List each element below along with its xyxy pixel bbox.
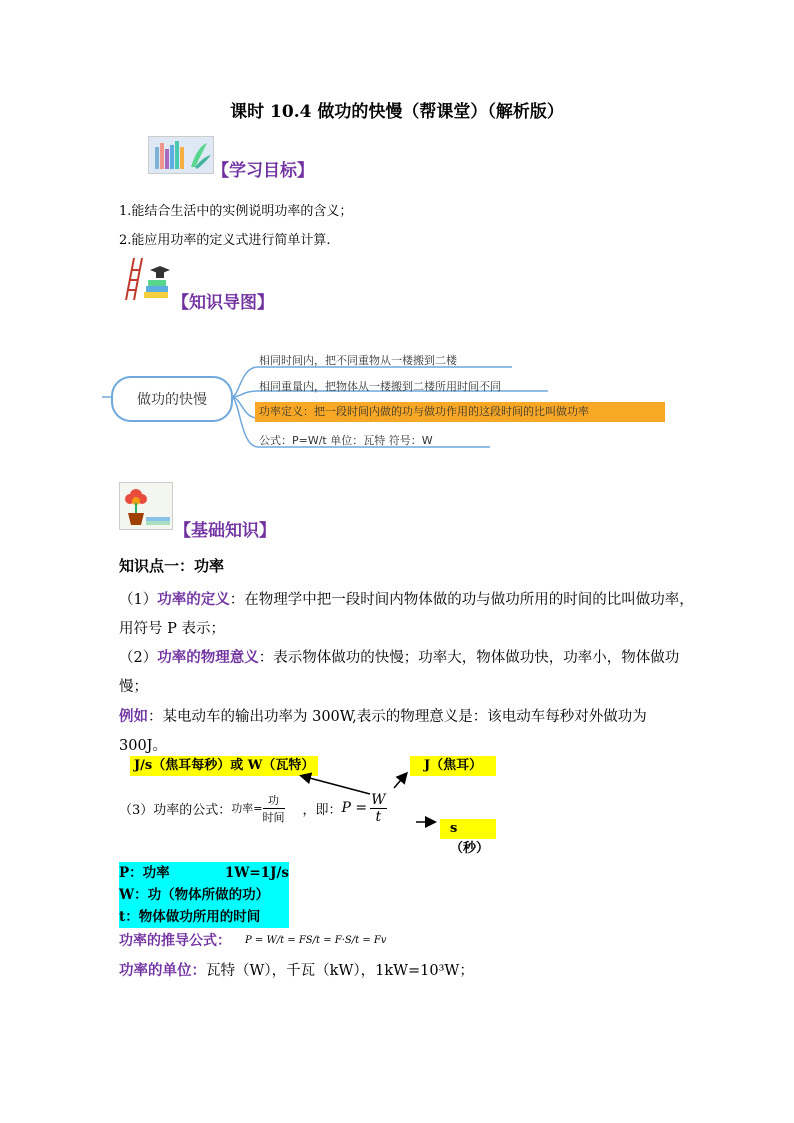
objective-item-1: 1.能结合生活中的实例说明功率的含义；	[119, 204, 353, 219]
example-text: ：某电动车的输出功率为 300W,表示的物理意义是：该电动车每秒对外做功为 300J。	[119, 709, 647, 754]
definition-prefix: （1）	[119, 592, 158, 608]
formula-prefix: （3）功率的公式：	[119, 802, 232, 818]
formula-word-lhs: 功率=	[231, 802, 263, 815]
unit-box-time: s（秒）	[440, 819, 496, 839]
formula-separator: ，即：	[302, 802, 342, 818]
mindmap-branch-2: 相同重量内，把物体从一楼搬到二楼所用时间不同	[259, 380, 501, 393]
legend-p: P：功率	[119, 865, 170, 881]
knowledge-point-title: 知识点一：功率	[119, 557, 225, 575]
flower-pot-icon	[119, 482, 173, 530]
definition-paragraph	[119, 585, 699, 644]
mindmap-center-node: 做功的快慢	[111, 376, 233, 422]
legend-t: t：物体做功所用的时间	[119, 909, 261, 925]
legend-p-unit: 1W=1J/s	[224, 865, 289, 881]
example-label: 例如	[119, 708, 148, 725]
page-title: 课时 10.4 做功的快慢（帮课堂）（解析版）	[230, 102, 564, 122]
derived-formula: P = W/t = FS/t = F·S/t = Fv	[245, 934, 387, 946]
derived-formula-row	[119, 930, 386, 950]
derived-label: 功率的推导公式：	[119, 933, 231, 949]
ladder-graduate-icon	[120, 256, 170, 300]
legend-w: W：功（物体所做的功）	[119, 887, 270, 903]
mindmap-branch-4: 公式：P=W/t 单位：瓦特 符号：W	[259, 434, 433, 447]
meaning-text: ：表示物体做功的快慢；功率大，物体做功快，功率小，物体做功慢；	[119, 650, 680, 695]
formula-word-fraction	[263, 792, 285, 825]
formula-word-denominator: 时间	[262, 810, 285, 824]
unit-paragraph	[119, 956, 699, 986]
definition-text: ：在物理学中把一段时间内物体做的功与做功所用的时间的比叫做功率，用符号 P 表示；	[119, 592, 694, 637]
objective-item-2: 2.能应用功率的定义式进行简单计算.	[119, 233, 331, 248]
formula-word-numerator: 功	[263, 792, 285, 809]
variable-legend	[119, 862, 289, 928]
formula-lhs: P =	[341, 800, 368, 816]
meaning-prefix: （2）	[119, 650, 158, 666]
objectives-heading: 【学习目标】	[212, 161, 314, 181]
unit-box-work: J（焦耳）	[410, 756, 496, 776]
meaning-paragraph	[119, 643, 699, 702]
formula-denominator: t	[375, 808, 382, 825]
unit-text: 瓦特（W），千瓦（kW），1kW=10³W；	[206, 963, 474, 979]
legend-row-p	[119, 862, 289, 884]
unit-box-power: J/s（焦耳每秒）或 W（瓦特）	[130, 756, 318, 776]
example-paragraph	[119, 702, 699, 761]
basics-heading: 【基础知识】	[174, 521, 276, 541]
mindmap-branch-3: 功率定义：把一段时间内做的功与做功作用的这段时间的比叫做功率	[255, 402, 665, 422]
books-icon	[148, 136, 214, 174]
mindmap-branch-1: 相同时间内，把不同重物从一楼搬到二楼	[259, 354, 457, 367]
formula-numerator: W	[371, 791, 386, 808]
mindmap-heading: 【知识导图】	[172, 293, 274, 313]
definition-label: 功率的定义	[157, 591, 230, 608]
formula-fraction	[370, 792, 386, 825]
unit-label: 功率的单位：	[119, 962, 206, 979]
meaning-label: 功率的物理意义	[157, 649, 259, 666]
formula-line	[119, 786, 387, 830]
